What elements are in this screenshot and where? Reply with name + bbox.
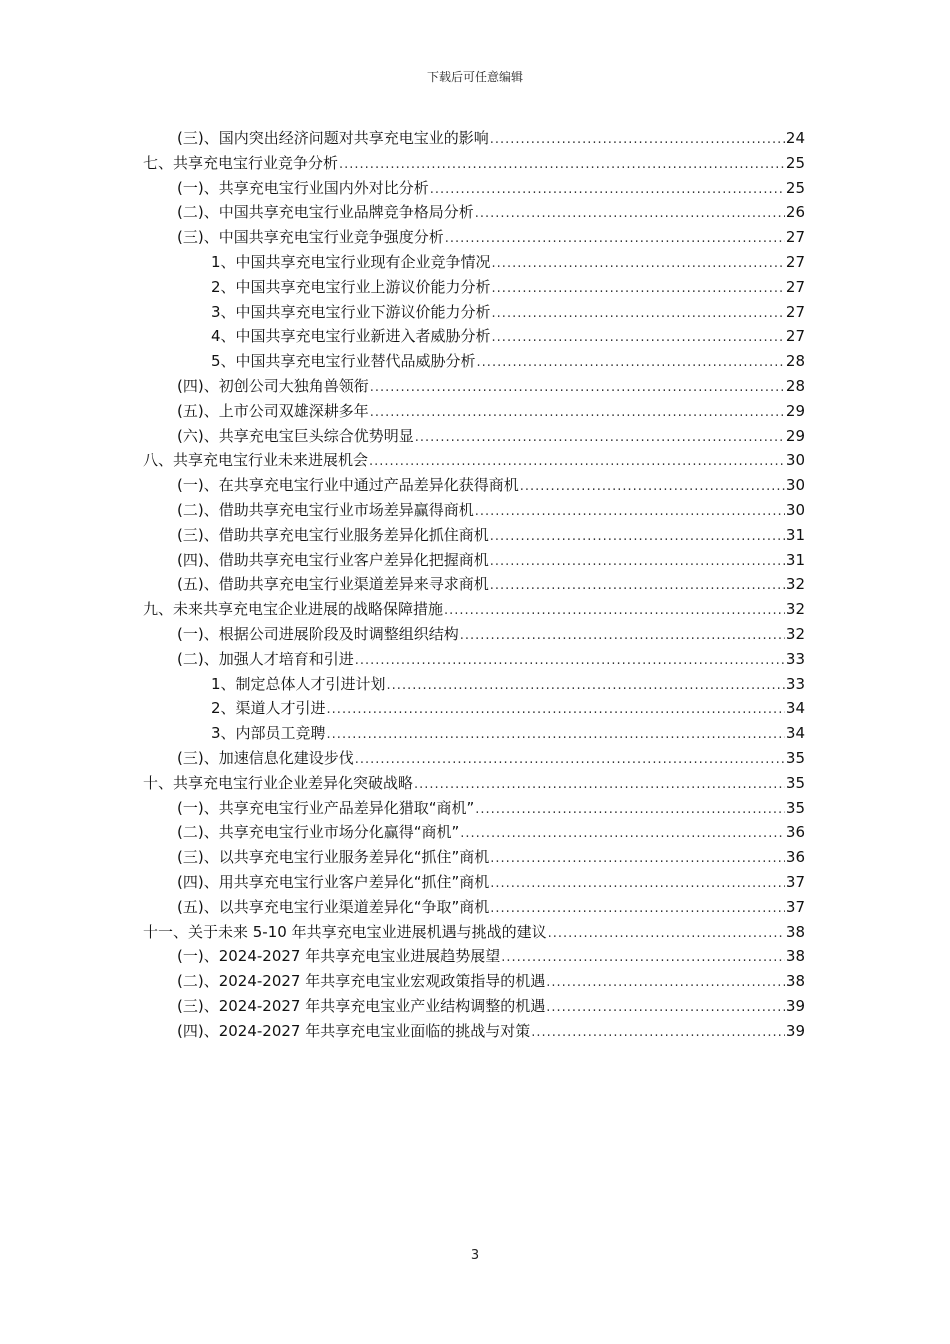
toc-entry[interactable] xyxy=(143,399,805,424)
toc-entry-page: 36 xyxy=(785,823,805,842)
toc-entry[interactable] xyxy=(143,994,805,1019)
toc-entry[interactable] xyxy=(143,820,805,845)
toc-entry-page: 29 xyxy=(785,401,805,420)
toc-dot-leader xyxy=(490,872,785,897)
toc-entry-title: (三)、中国共享充电宝行业竞争强度分析 xyxy=(177,228,444,247)
toc-entry-page: 32 xyxy=(785,624,805,643)
toc-entry[interactable] xyxy=(143,920,805,945)
toc-entry[interactable] xyxy=(143,200,805,225)
toc-entry[interactable] xyxy=(143,548,805,573)
toc-entry[interactable] xyxy=(143,349,805,374)
toc-dot-leader xyxy=(369,450,785,475)
toc-entry-title: 4、中国共享充电宝行业新进入者威胁分析 xyxy=(211,327,491,346)
toc-dot-leader xyxy=(501,946,785,971)
toc-entry-title: (五)、借助共享充电宝行业渠道差异来寻求商机 xyxy=(177,575,489,594)
toc-entry[interactable] xyxy=(143,275,805,300)
toc-entry[interactable] xyxy=(143,374,805,399)
toc-entry-title: 1、中国共享充电宝行业现有企业竞争情况 xyxy=(211,252,491,271)
toc-entry-title: (二)、2024-2027 年共享充电宝业宏观政策指导的机遇 xyxy=(177,972,546,991)
toc-entry-page: 38 xyxy=(785,972,805,991)
toc-entry[interactable] xyxy=(143,969,805,994)
toc-entry[interactable] xyxy=(143,622,805,647)
toc-entry-title: (三)、国内突出经济问题对共享充电宝业的影响 xyxy=(177,129,489,147)
toc-entry[interactable] xyxy=(143,1019,805,1044)
toc-entry[interactable] xyxy=(143,597,805,622)
toc-entry-title: 2、中国共享充电宝行业上游议价能力分析 xyxy=(211,277,491,296)
toc-entry[interactable] xyxy=(143,250,805,275)
toc-entry-title: 十一、关于未来 5-10 年共享充电宝业进展机遇与挑战的建议 xyxy=(143,922,547,941)
toc-entry[interactable] xyxy=(143,523,805,548)
toc-dot-leader xyxy=(475,202,785,227)
toc-dot-leader xyxy=(355,649,785,674)
toc-dot-leader xyxy=(460,822,785,847)
table-of-contents xyxy=(143,126,805,1043)
toc-dot-leader xyxy=(548,922,785,947)
toc-entry-page: 36 xyxy=(785,848,805,867)
toc-entry-title: 1、制定总体人才引进计划 xyxy=(211,674,386,693)
toc-entry-title: (一)、共享充电宝行业国内外对比分析 xyxy=(177,178,429,197)
toc-dot-leader xyxy=(531,1021,785,1046)
toc-entry-title: (四)、初创公司大独角兽领衔 xyxy=(177,376,369,395)
toc-entry-page: 35 xyxy=(785,748,805,767)
toc-entry-title: 3、中国共享充电宝行业下游议价能力分析 xyxy=(211,302,491,321)
toc-entry-title: (一)、2024-2027 年共享充电宝业进展趋势展望 xyxy=(177,947,501,966)
toc-dot-leader xyxy=(444,599,785,624)
toc-entry-page: 31 xyxy=(785,525,805,544)
toc-entry-page: 39 xyxy=(785,996,805,1015)
toc-entry-page: 34 xyxy=(785,699,805,718)
toc-dot-leader xyxy=(492,252,785,277)
toc-entry-page: 30 xyxy=(785,476,805,495)
toc-entry[interactable] xyxy=(143,151,805,176)
toc-entry-title: 3、内部员工竞聘 xyxy=(211,724,326,743)
toc-entry[interactable] xyxy=(143,672,805,697)
toc-entry[interactable] xyxy=(143,771,805,796)
toc-entry[interactable] xyxy=(143,572,805,597)
toc-entry-title: 七、共享充电宝行业竞争分析 xyxy=(143,153,339,172)
toc-entry-title: (六)、共享充电宝巨头综合优势明显 xyxy=(177,426,414,445)
toc-entry-page: 27 xyxy=(785,252,805,271)
toc-dot-leader xyxy=(490,550,785,575)
toc-entry[interactable] xyxy=(143,895,805,920)
toc-entry-page: 38 xyxy=(785,922,805,941)
toc-entry-page: 25 xyxy=(785,153,805,172)
toc-entry-title: (五)、以共享充电宝行业渠道差异化“争取”商机 xyxy=(177,897,490,916)
toc-entry-title: (一)、共享充电宝行业产品差异化猎取“商机” xyxy=(177,798,475,817)
toc-entry-page: 24 xyxy=(785,129,805,147)
toc-entry[interactable] xyxy=(143,944,805,969)
toc-entry-page: 34 xyxy=(785,724,805,743)
toc-entry[interactable] xyxy=(143,647,805,672)
toc-entry-page: 39 xyxy=(785,1021,805,1040)
toc-dot-leader xyxy=(415,426,785,451)
toc-entry-page: 35 xyxy=(785,798,805,817)
toc-entry[interactable] xyxy=(143,225,805,250)
toc-entry-page: 26 xyxy=(785,203,805,222)
toc-entry-title: (一)、根据公司进展阶段及时调整组织结构 xyxy=(177,624,459,643)
toc-dot-leader xyxy=(430,178,785,203)
toc-entry[interactable] xyxy=(143,796,805,821)
toc-entry-title: 2、渠道人才引进 xyxy=(211,699,326,718)
toc-entry[interactable] xyxy=(143,870,805,895)
toc-entry-page: 32 xyxy=(785,575,805,594)
toc-entry-title: 5、中国共享充电宝行业替代品威胁分析 xyxy=(211,352,476,371)
page-header: 下载后可任意编辑 xyxy=(426,70,523,84)
toc-dot-leader xyxy=(492,277,785,302)
toc-entry-title: (二)、借助共享充电宝行业市场差异赢得商机 xyxy=(177,500,474,519)
toc-entry-page: 33 xyxy=(785,649,805,668)
toc-entry[interactable] xyxy=(143,424,805,449)
toc-entry-title: (四)、借助共享充电宝行业客户差异化把握商机 xyxy=(177,550,489,569)
toc-entry-title: 九、未来共享充电宝企业进展的战略保障措施 xyxy=(143,600,444,619)
toc-entry-title: (三)、借助共享充电宝行业服务差异化抓住商机 xyxy=(177,525,489,544)
toc-entry[interactable] xyxy=(143,746,805,771)
toc-dot-leader xyxy=(460,624,785,649)
toc-dot-leader xyxy=(370,401,785,426)
toc-entry-title: (三)、2024-2027 年共享充电宝业产业结构调整的机遇 xyxy=(177,996,546,1015)
toc-entry-page: 29 xyxy=(785,426,805,445)
toc-entry-page: 30 xyxy=(785,500,805,519)
toc-entry-title: (四)、用共享充电宝行业客户差异化“抓住”商机 xyxy=(177,872,490,891)
toc-dot-leader xyxy=(475,500,785,525)
toc-dot-leader xyxy=(475,798,785,823)
toc-dot-leader xyxy=(492,326,785,351)
page-number: 3 xyxy=(470,1248,480,1263)
toc-entry-title: 八、共享充电宝行业未来进展机会 xyxy=(143,451,369,470)
toc-entry[interactable] xyxy=(143,324,805,349)
toc-dot-leader xyxy=(490,128,785,153)
toc-dot-leader xyxy=(477,351,785,376)
toc-entry-page: 37 xyxy=(785,872,805,891)
toc-entry-page: 32 xyxy=(785,600,805,619)
toc-entry-page: 33 xyxy=(785,674,805,693)
toc-dot-leader xyxy=(520,475,785,500)
toc-entry-title: (二)、共享充电宝行业市场分化赢得“商机” xyxy=(177,823,460,842)
toc-entry-page: 30 xyxy=(785,451,805,470)
toc-dot-leader xyxy=(546,971,785,996)
toc-dot-leader xyxy=(355,748,785,773)
toc-entry-page: 38 xyxy=(785,947,805,966)
toc-dot-leader xyxy=(490,574,785,599)
toc-dot-leader xyxy=(327,698,785,723)
toc-entry-page: 27 xyxy=(785,277,805,296)
toc-entry-page: 25 xyxy=(785,178,805,197)
toc-dot-leader xyxy=(492,302,785,327)
toc-entry-page: 35 xyxy=(785,773,805,792)
toc-entry-title: 十、共享充电宝行业企业差异化突破战略 xyxy=(143,773,414,792)
toc-dot-leader xyxy=(490,897,785,922)
toc-entry-page: 28 xyxy=(785,376,805,395)
toc-dot-leader xyxy=(327,723,785,748)
toc-entry[interactable] xyxy=(143,845,805,870)
toc-entry-title: (三)、以共享充电宝行业服务差异化“抓住”商机 xyxy=(177,848,490,867)
toc-entry-title: (五)、上市公司双雄深耕多年 xyxy=(177,401,369,420)
toc-entry-title: (二)、中国共享充电宝行业品牌竞争格局分析 xyxy=(177,203,474,222)
toc-entry-page: 37 xyxy=(785,897,805,916)
toc-dot-leader xyxy=(414,773,785,798)
toc-entry[interactable] xyxy=(143,498,805,523)
toc-dot-leader xyxy=(370,376,785,401)
toc-entry-page: 28 xyxy=(785,352,805,371)
toc-dot-leader xyxy=(490,847,785,872)
toc-entry-page: 27 xyxy=(785,327,805,346)
toc-entry-title: (四)、2024-2027 年共享充电宝业面临的挑战与对策 xyxy=(177,1021,531,1040)
toc-entry-page: 27 xyxy=(785,228,805,247)
toc-entry-title: (二)、加强人才培育和引进 xyxy=(177,649,354,668)
toc-entry[interactable] xyxy=(143,696,805,721)
toc-dot-leader xyxy=(445,227,785,252)
toc-entry[interactable] xyxy=(143,448,805,473)
toc-dot-leader xyxy=(339,153,785,178)
toc-entry-page: 27 xyxy=(785,302,805,321)
toc-entry[interactable] xyxy=(143,473,805,498)
toc-dot-leader xyxy=(387,674,785,699)
toc-dot-leader xyxy=(490,525,785,550)
toc-entry-title: (三)、加速信息化建设步伐 xyxy=(177,748,354,767)
toc-entry-title: (一)、在共享充电宝行业中通过产品差异化获得商机 xyxy=(177,476,519,495)
toc-entry[interactable] xyxy=(143,300,805,325)
toc-entry[interactable] xyxy=(143,126,805,151)
toc-entry[interactable] xyxy=(143,176,805,201)
toc-entry-page: 31 xyxy=(785,550,805,569)
toc-dot-leader xyxy=(546,996,785,1021)
toc-entry[interactable] xyxy=(143,721,805,746)
